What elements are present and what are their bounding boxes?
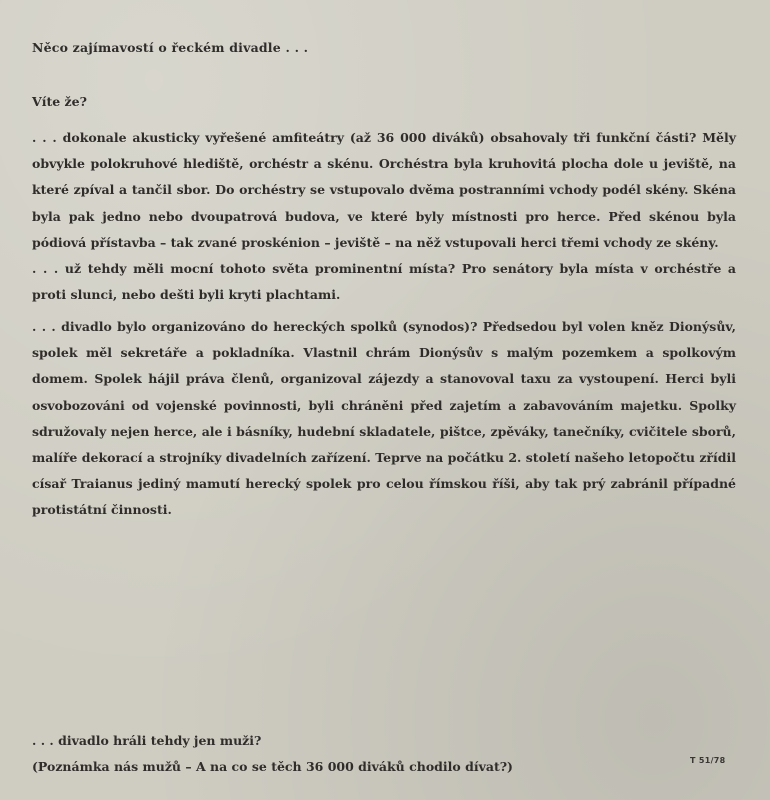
intro-question: Víte že? bbox=[32, 94, 87, 109]
closing-remark: (Poznámka nás mužů – A na co se těch 36 000 diváků chodilo dívat?) bbox=[32, 759, 513, 774]
paragraph-actor-guilds: . . . divadlo bylo organizováno do hereckých spolků (synodos)? Předsedou byl volen kněz Dionýsův, spolek měl sekretáře a pokladníka. Vlastnil chrám Dionýsův s malým pozemkem a spolkovým domem. Spolek hájil práva členů, organizoval zájezdy a stanovoval taxu za vystoupení. Herci byli osvobozováni od vojenské povinnosti, byli chráněni před zajetím a zabavováním majetku. Spolky sdružovaly nejen herce, ale i básníky, hudební skladatele, pištce, zpěváky, tanečníky, cvičitele sborů, malíře dekorací a strojníky divadelních zařízení. Teprve na počátku 2. století našeho letopočtu zřídil císař Traianus jediný mamutí herecký spolek pro celou římskou říši, aby tak prý zabránil případné protistátní činnosti. bbox=[32, 319, 736, 518]
closing-question: . . . divadlo hráli tehdy jen muži? bbox=[32, 733, 262, 748]
closing-note bbox=[32, 728, 682, 780]
print-code: T 51/78 bbox=[690, 756, 726, 765]
paragraph-prominent-seats: . . . už tehdy měli mocní tohoto světa prominentní místa? Pro senátory byla místa v orchéstře a proti slunci, nebo dešti byli kryti plachtami. bbox=[32, 261, 736, 303]
page-heading: Něco zajímavostí o řeckém divadle . . . bbox=[32, 40, 309, 55]
paragraph-amphitheatre: . . . dokonale akusticky vyřešené amfiteátry (až 36 000 diváků) obsahovaly tři funkční části? Měly obvykle polokruhové hlediště, orchéstr a skénu. Orchéstra byla kruhovitá plocha dole u jeviště, na které zpíval a tančil sbor. Do orchéstry se vstupovalo dvěma postranními vchody podél skény. Skéna byla pak jedno nebo dvoupatrová budova, ve které byly místnosti pro herce. Před skénou byla pódiová přístavba – tak zvané proskénion – jeviště – na něž vstupovali herci třemi vchody ze skény. bbox=[32, 130, 736, 250]
